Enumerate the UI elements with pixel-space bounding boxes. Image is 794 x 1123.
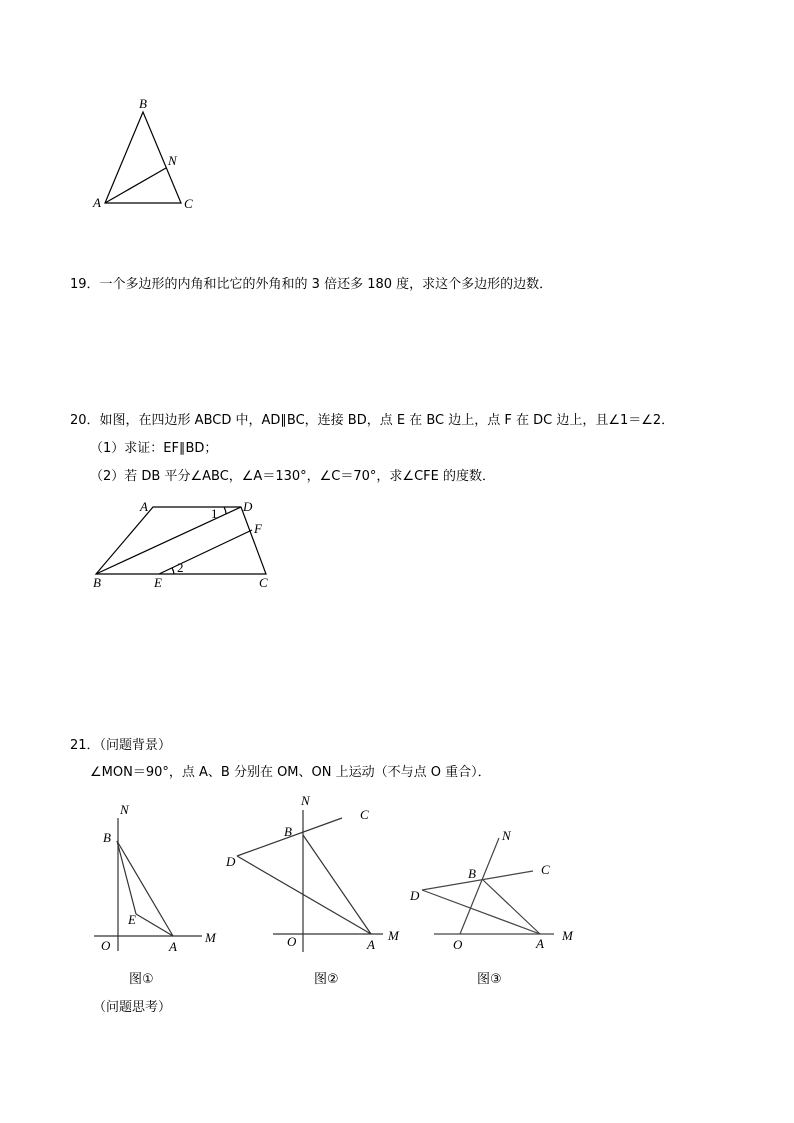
label-B: B: [284, 824, 292, 839]
label-M: M: [562, 928, 573, 943]
label-C: C: [360, 807, 369, 822]
label-D: D: [226, 854, 236, 869]
label-A: A: [367, 937, 375, 952]
label-F: F: [254, 521, 262, 536]
label-D: D: [410, 888, 420, 903]
label-C: C: [541, 862, 550, 877]
label-B: B: [103, 830, 111, 845]
label-E: E: [128, 912, 136, 927]
figure-2-caption: 图②: [314, 972, 339, 987]
question-19: 19．一个多边形的内角和比它的外角和的 3 倍还多 180 度，求这个多边形的边数．: [70, 277, 553, 292]
angle-1-label: 1: [211, 506, 218, 521]
label-C: C: [259, 575, 268, 590]
label-N: N: [502, 828, 511, 843]
question-20: 20．如图，在四边形 ABCD 中，AD∥BC，连接 BD，点 E 在 BC 边上，点 F 在 DC 边上，且∠1＝∠2．: [70, 413, 675, 428]
label-D: D: [243, 499, 253, 514]
label-N: N: [168, 153, 177, 168]
label-O: O: [453, 937, 463, 952]
label-O: O: [101, 938, 111, 953]
label-N: N: [301, 793, 310, 808]
question-20-part-2: （2）若 DB 平分∠ABC，∠A＝130°，∠C＝70°，求∠CFE 的度数．: [90, 469, 495, 484]
question-20-part-1: （1）求证：EF∥BD；: [90, 441, 218, 456]
figure-3-caption: 图③: [477, 972, 502, 987]
label-C: C: [184, 196, 193, 211]
label-A: A: [140, 499, 148, 514]
figure-2: [237, 810, 383, 952]
label-A: A: [169, 939, 177, 954]
label-M: M: [205, 930, 216, 945]
question-21-background: ∠MON＝90°，点 A、B 分别在 OM、ON 上运动（不与点 O 重合）．: [90, 765, 491, 780]
label-E: E: [154, 575, 162, 590]
figure-3: [422, 838, 554, 934]
label-A: A: [93, 195, 101, 210]
question-21-thinking: （问题思考）: [93, 1000, 172, 1015]
label-B: B: [139, 96, 147, 111]
angle-2-label: 2: [177, 560, 184, 575]
label-N: N: [120, 802, 129, 817]
label-B: B: [468, 866, 476, 881]
label-O: O: [287, 934, 297, 949]
question-21-title: 21．（问题背景）: [70, 738, 172, 753]
figure-1-caption: 图①: [129, 972, 154, 987]
label-B: B: [93, 575, 101, 590]
label-A: A: [536, 936, 544, 951]
label-M: M: [388, 928, 399, 943]
